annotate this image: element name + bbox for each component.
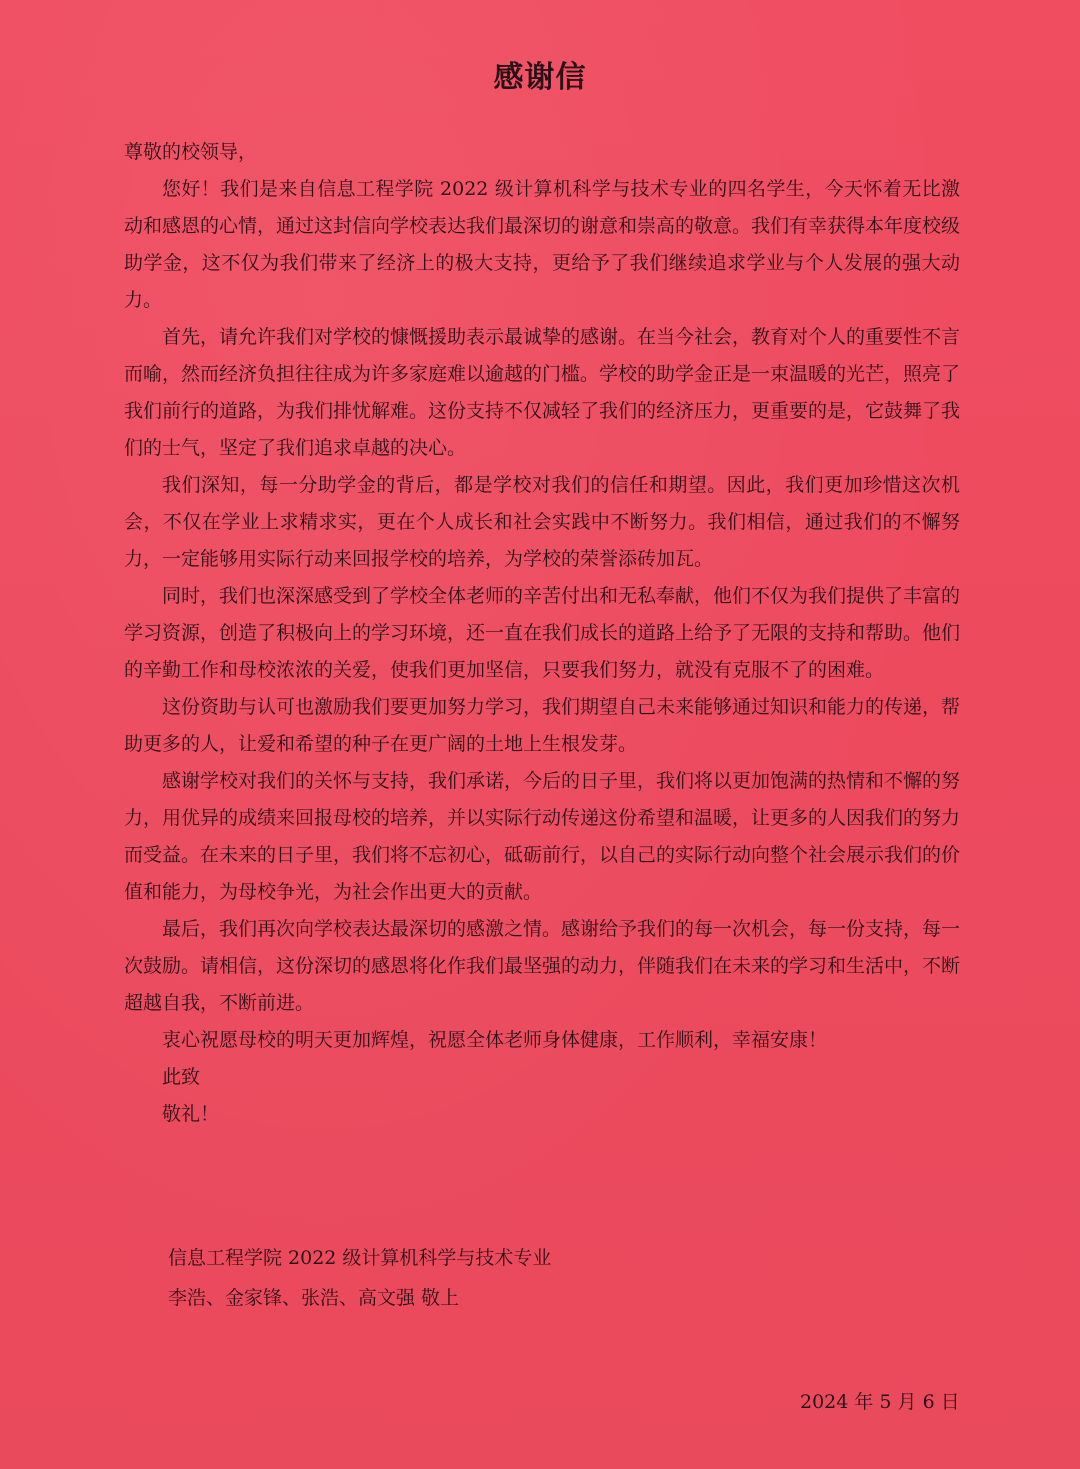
letter-paragraph: 我们深知，每一分助学金的背后，都是学校对我们的信任和期望。因此，我们更加珍惜这次机会，不仅在学业上求精求实，更在个人成长和社会实践中不断努力。我们相信，通过我们的不懈努力，一定能够用实际行动来回报学校的培养，为学校的荣誉添砖加瓦。 [124,474,960,570]
signature-block [168,1238,551,1318]
letter-body [124,171,960,1133]
letter-paragraph: 感谢学校对我们的关怀与支持，我们承诺，今后的日子里，我们将以更加饱满的热情和不懈的努力，用优异的成绩来回报母校的培养，并以实际行动传递这份希望和温暖，让更多的人因我们的努力而受益。在未来的日子里，我们将不忘初心，砥砺前行，以自己的实际行动向整个社会展示我们的价值和能力，为母校争光，为社会作出更大的贡献。 [124,770,961,903]
letter-paragraph: 您好！我们是来自信息工程学院 2022 级计算机科学与技术专业的四名学生，今天怀着无比激动和感恩的心情，通过这封信向学校表达我们最深切的谢意和崇高的敬意。我们有幸获得本年度校级助学金，这不仅为我们带来了经济上的极大支持，更给予了我们继续追求学业与个人发展的强大动力。 [124,178,961,311]
letter-title: 感谢信 [493,60,587,95]
closing-jingli: 敬礼！ [162,1103,220,1125]
signature-names: 李浩、金家锋、张浩、高文强 敬上 [168,1287,460,1309]
signature-department: 信息工程学院 2022 级计算机科学与技术专业 [168,1247,552,1269]
letter-salutation: 尊敬的校领导， [124,141,258,163]
letter-paragraph: 首先，请允许我们对学校的慷慨援助表示最诚挚的感谢。在当今社会，教育对个人的重要性不言而喻，然而经济负担往往成为许多家庭难以逾越的门槛。学校的助学金正是一束温暖的光芒，照亮了我们前行的道路，为我们排忧解难。这份支持不仅减轻了我们的经济压力，更重要的是，它鼓舞了我们的士气，坚定了我们追求卓越的决心。 [124,326,961,459]
letter-paragraph: 衷心祝愿母校的明天更加辉煌，祝愿全体老师身体健康，工作顺利，幸福安康！ [162,1029,828,1051]
letter-date: 2024 年 5 月 6 日 [800,1391,960,1413]
letter-paragraph: 同时，我们也深深感受到了学校全体老师的辛苦付出和无私奉献，他们不仅为我们提供了丰富的学习资源，创造了积极向上的学习环境，还一直在我们成长的道路上给予了无限的支持和帮助。他们的辛勤工作和母校浓浓的关爱，使我们更加坚信，只要我们努力，就没有克服不了的困难。 [124,585,961,681]
letter-paragraph: 最后，我们再次向学校表达最深切的感激之情。感谢给予我们的每一次机会，每一份支持，每一次鼓励。请相信，这份深切的感恩将化作我们最坚强的动力，伴随我们在未来的学习和生活中，不断超越自我，不断前进。 [124,918,961,1014]
closing-cizhi: 此致 [162,1066,201,1088]
letter-paragraph: 这份资助与认可也激励我们要更加努力学习，我们期望自己未来能够通过知识和能力的传递，帮助更多的人，让爱和希望的种子在更广阔的土地上生根发芽。 [124,696,961,755]
